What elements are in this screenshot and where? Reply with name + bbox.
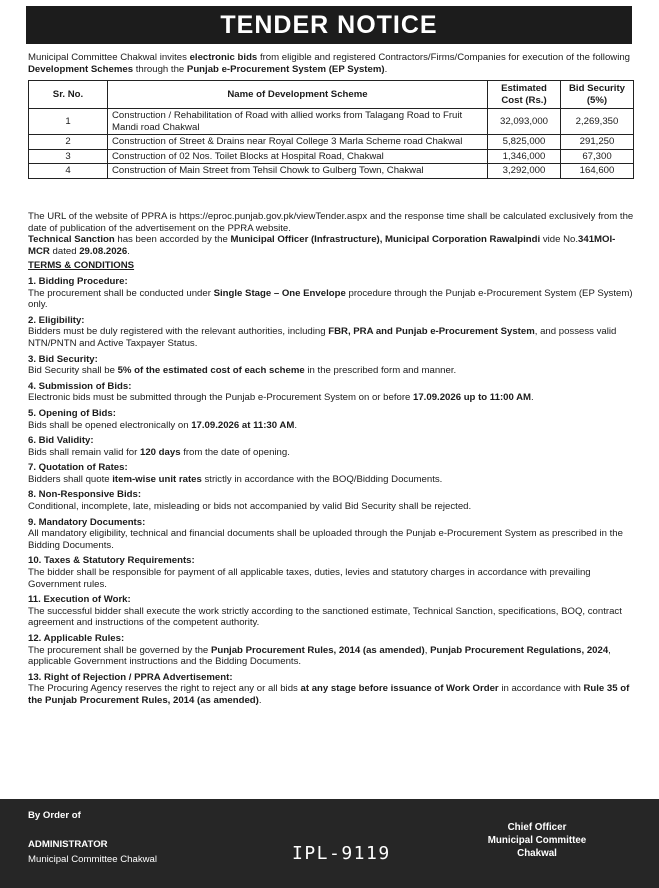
term-bold: Punjab Procurement Rules, 2014 (as amended) xyxy=(210,644,425,656)
term-heading: 13. Right of Rejection / PPRA Advertisement: xyxy=(28,671,233,683)
term-heading: 9. Mandatory Documents: xyxy=(28,516,146,528)
term-text xyxy=(28,683,634,706)
term-bold: Single Stage – One Envelope xyxy=(213,287,346,299)
term-heading: 7. Quotation of Rates: xyxy=(28,462,128,474)
term-text xyxy=(28,474,634,486)
chief-officer-committee: Municipal Committee xyxy=(487,835,587,846)
term-heading: 8. Non-Responsive Bids: xyxy=(28,489,142,501)
chief-officer-city: Chakwal xyxy=(517,848,557,859)
cell-scheme-name: Construction / Rehabilitation of Road with allied works from Talagang Road to Fruit Mandi road Chakwal xyxy=(108,109,488,135)
intro-text: . xyxy=(384,64,388,75)
header-sr-no: Sr. No. xyxy=(29,81,108,109)
term-bold: 17.09.2026 up to 11:00 AM xyxy=(413,392,532,404)
term-text: Conditional, incomplete, late, misleading or bids not accompanied by valid Bid Security shall be rejected. xyxy=(28,501,472,513)
header-scheme-name: Name of Development Scheme xyxy=(108,81,488,109)
term-heading: 12. Applicable Rules: xyxy=(28,633,125,644)
intro-text: Municipal Committee Chakwal invites xyxy=(28,52,190,63)
sanction-text: . xyxy=(127,245,130,257)
table-row xyxy=(29,149,634,164)
sanction-text: vide No. xyxy=(540,234,579,246)
term-text xyxy=(28,326,634,349)
term-span: Electronic bids must be submitted through the Punjab e-Procurement System on or before xyxy=(28,392,414,404)
header-estimated-cost: Estimated Cost (Rs.) xyxy=(488,81,561,109)
term-span: Bidders must be duly registered with the relevant authorities, including xyxy=(28,326,329,338)
term-bold: item-wise unit rates xyxy=(112,473,202,485)
term-span: in accordance with xyxy=(498,683,584,695)
cell-bid-security: 67,300 xyxy=(561,149,634,164)
term-text xyxy=(28,365,634,377)
cell-estimated-cost: 1,346,000 xyxy=(488,149,561,164)
term-span: from the date of opening. xyxy=(180,446,290,458)
cell-bid-security: 291,250 xyxy=(561,135,634,150)
term-span: . xyxy=(294,419,297,431)
cell-sr-no: 3 xyxy=(29,149,108,164)
term-span: strictly in accordance with the BOQ/Bidding Documents. xyxy=(201,473,443,485)
cell-sr-no: 1 xyxy=(29,109,108,135)
term-text: The successful bidder shall execute the work strictly according to the sanctioned estimate, Technical Sanction, specifications, BOQ, contract agreement and instructions of the competent authority. xyxy=(28,605,622,629)
term-heading: 3. Bid Security: xyxy=(28,353,98,365)
cell-scheme-name: Construction of Main Street from Tehsil Chowk to Gulberg Town, Chakwal xyxy=(108,164,488,179)
term-span: Bidders shall quote xyxy=(28,473,113,485)
term-text: All mandatory eligibility, technical and financial documents shall be uploaded through the Punjab e-Procurement System as prescribed in the Bidding Documents. xyxy=(28,528,623,551)
intro-text: through the xyxy=(133,64,187,75)
intro-bold: Development Schemes xyxy=(28,64,134,75)
term-heading: 10. Taxes & Statutory Requirements: xyxy=(28,555,195,567)
term-text xyxy=(28,645,634,668)
term-span: procedure through the Punjab e-Procurement System (EP System) only. xyxy=(28,287,633,311)
chief-officer-title: Chief Officer xyxy=(507,822,567,833)
table-row xyxy=(29,164,634,179)
cell-estimated-cost: 3,292,000 xyxy=(488,164,561,179)
intro-bold: electronic bids xyxy=(189,52,258,63)
sanction-text: has been accorded by the xyxy=(114,234,231,246)
sanction-bold: 29.08.2026 xyxy=(79,245,128,257)
term-span: . xyxy=(531,392,534,404)
table-row xyxy=(29,135,634,150)
sanction-bold: Technical Sanction xyxy=(28,234,115,246)
term-text xyxy=(28,447,634,459)
term-bold: FBR, PRA and Punjab e-Procurement System xyxy=(328,326,535,338)
cell-scheme-name: Construction of Street & Drains near Royal College 3 Marla Scheme road Chakwal xyxy=(108,135,488,150)
term-text xyxy=(28,392,634,404)
sanction-bold: Municipal Officer (Infrastructure), Municipal Corporation Rawalpindi xyxy=(230,234,541,246)
term-bold: 5% of the estimated cost of each scheme xyxy=(117,365,305,377)
term-span: Bids shall remain valid for xyxy=(28,446,140,458)
intro-text: from eligible and registered Contractors/Firms/Companies for execution of the following xyxy=(257,52,631,63)
term-span: The procurement shall be conducted under xyxy=(28,287,214,299)
term-text xyxy=(28,288,634,311)
term-span: The Procuring Agency reserves the right to reject any or all bids xyxy=(28,683,301,695)
term-span: , xyxy=(424,644,431,656)
table-row xyxy=(29,109,634,135)
notice-footer xyxy=(0,799,659,888)
sanction-text: dated xyxy=(49,245,80,257)
notice-body xyxy=(28,211,634,707)
by-order-label: By Order of xyxy=(28,810,81,821)
term-heading: 4. Submission of Bids: xyxy=(28,380,132,392)
term-heading: 5. Opening of Bids: xyxy=(28,407,116,419)
cell-estimated-cost: 5,825,000 xyxy=(488,135,561,150)
technical-sanction-paragraph xyxy=(28,234,634,257)
term-heading: 2. Eligibility: xyxy=(28,314,85,326)
chief-officer-block xyxy=(474,821,600,860)
sanction-bold: 341MOI-MCR xyxy=(28,234,616,257)
term-heading: 11. Execution of Work: xyxy=(28,594,131,606)
term-heading: 1. Bidding Procedure: xyxy=(28,275,128,287)
intro-bold: Punjab e-Procurement System (EP System) xyxy=(186,64,385,75)
term-heading: 6. Bid Validity: xyxy=(28,435,94,447)
ipl-number: IPL-9119 xyxy=(292,843,391,864)
term-span: , and possess valid NTN/PNTN and Active Taxpayer Status. xyxy=(28,326,617,349)
table-header-row xyxy=(29,81,634,109)
cell-bid-security: 164,600 xyxy=(561,164,634,179)
term-bold: at any stage before issuance of Work Order xyxy=(300,683,499,695)
term-bold: Punjab Procurement Regulations, 2024 xyxy=(430,644,609,656)
cell-estimated-cost: 32,093,000 xyxy=(488,109,561,135)
term-span: . xyxy=(258,694,262,706)
cell-sr-no: 2 xyxy=(29,135,108,150)
term-span: in the prescribed form and manner. xyxy=(304,365,457,377)
schemes-table xyxy=(28,80,634,179)
cell-bid-security: 2,269,350 xyxy=(561,109,634,135)
header-bid-security: Bid Security (5%) xyxy=(561,81,634,109)
intro-paragraph xyxy=(28,52,634,76)
term-span: Bid Security shall be xyxy=(28,365,118,377)
committee-label: Municipal Committee Chakwal xyxy=(28,854,158,865)
term-bold: 17.09.2026 at 11:30 AM xyxy=(191,419,295,431)
term-bold: Rule 35 of the Punjab Procurement Rules, 2014 (as amended) xyxy=(28,683,630,706)
cell-sr-no: 4 xyxy=(29,164,108,179)
ppra-url-paragraph: The URL of the website of PPRA is https://eproc.punjab.gov.pk/viewTender.aspx and the response time shall be calculated exclusively from the date of publication of the advertisement on the PPRA website. xyxy=(28,211,634,234)
administrator-label: ADMINISTRATOR xyxy=(28,839,108,850)
term-span: The procurement shall be governed by the xyxy=(28,644,211,656)
term-span: Bids shall be opened electronically on xyxy=(28,419,192,431)
term-text xyxy=(28,420,634,432)
term-bold: 120 days xyxy=(139,446,181,458)
term-text: The bidder shall be responsible for payment of all applicable taxes, duties, levies and statutory charges in accordance with prevailing Government rules. xyxy=(28,567,591,590)
notice-title: TENDER NOTICE xyxy=(26,6,632,44)
cell-scheme-name: Construction of 02 Nos. Toilet Blocks at Hospital Road, Chakwal xyxy=(108,149,488,164)
term-span: , applicable Government instructions and the Bidding Documents. xyxy=(28,644,611,668)
terms-heading: TERMS & CONDITIONS xyxy=(28,260,135,272)
